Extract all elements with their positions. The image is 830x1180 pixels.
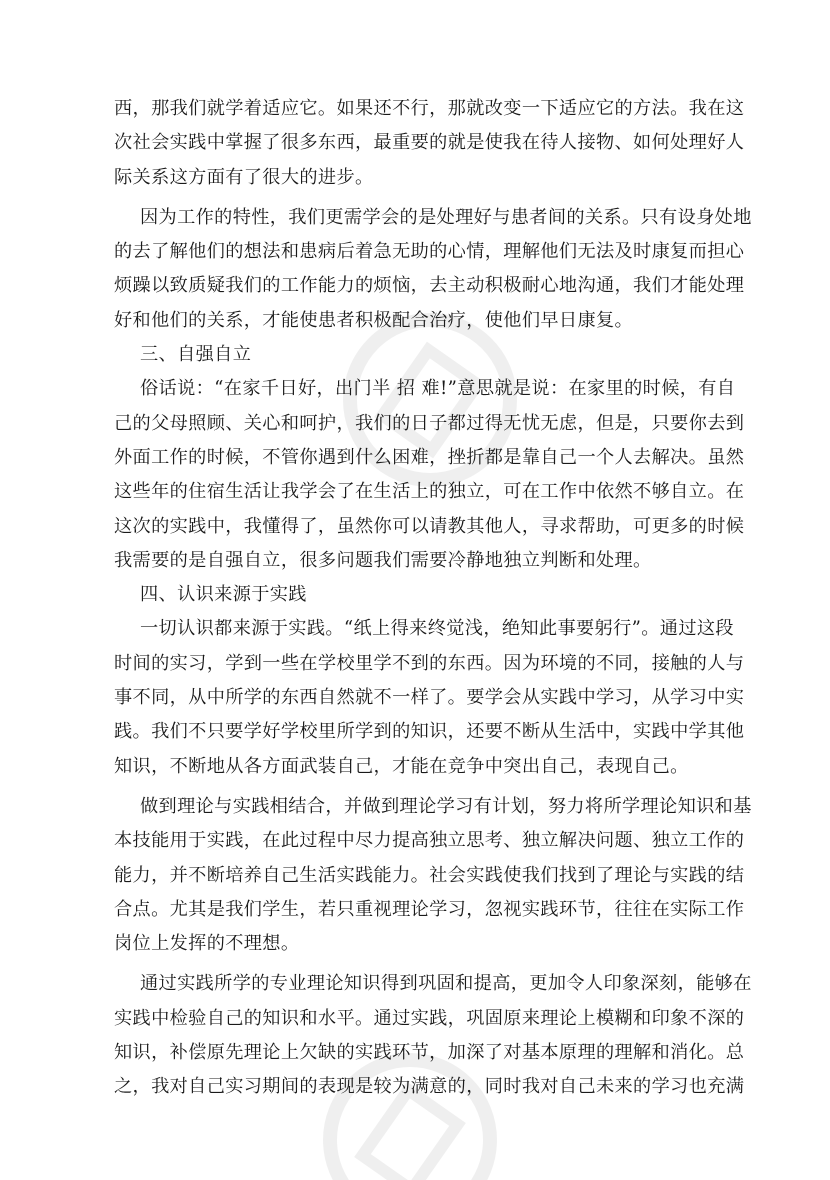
text-line: 岗位上发挥的不理想。: [114, 933, 300, 955]
text-line: 实践中检验自己的知识和水平。通过实践，巩固原来理论上模糊和印象不深的: [114, 1007, 745, 1029]
text-line: 次社会实践中掌握了很多东西，最重要的就是使我在待人接物、如何处理好人: [114, 132, 745, 154]
paragraph-start-line: 俗话说：“在家千日好，出门半 招 难!”意思就是说：在家里的时候，有自: [140, 378, 736, 400]
text-line: 西，那我们就学着适应它。如果还不行，那就改变一下适应它的方法。我在这: [114, 98, 745, 119]
text-line: 知识，补偿原先理论上欠缺的实践环节，加深了对基本原理的理解和消化。总: [114, 1042, 745, 1064]
text-line: 合点。尤其是我们学生，若只重视理论学习，忽视实践环节，往往在实际工作: [114, 898, 745, 920]
text-line: 能力，并不断培养自己生活实践能力。社会实践使我们找到了理论与实践的结: [114, 864, 745, 886]
paragraph-start-line: 一切认识都来源于实践。“纸上得来终觉浅，绝知此事要躬行”。通过这段: [140, 618, 734, 640]
paragraph-start-line: 通过实践所学的专业理论知识得到巩固和提高，更加令人印象深刻，能够在: [140, 973, 752, 995]
text-line: 这些年的住宿生活让我学会了在生活上的独立，可在工作中依然不够自立。在: [114, 481, 745, 503]
text-line: 烦躁以致质疑我们的工作能力的烦恼，去主动积极耐心地沟通，我们才能处理: [114, 275, 745, 297]
section-heading: 三、自强自立: [140, 344, 252, 366]
text-line: 的去了解他们的想法和患病后着急无助的心情，理解他们无法及时康复而担心: [114, 241, 745, 263]
text-line: 时间的实习，学到一些在学校里学不到的东西。因为环境的不同，接触的人与: [114, 652, 745, 674]
text-line: 际关系这方面有了很大的进步。: [114, 166, 374, 188]
text-line: 这次的实践中，我懂得了，虽然你可以请教其他人，寻求帮助，可更多的时候: [114, 515, 745, 537]
text-line: 践。我们不只要学好学校里所学到的知识，还要不断从生活中，实践中学其他: [114, 721, 745, 743]
document-body: [114, 92, 752, 1105]
text-line: 事不同，从中所学的东西自然就不一样了。要学会从实践中学习，从学习中实: [114, 687, 745, 709]
paragraph-start-line: 做到理论与实践相结合，并做到理论学习有计划，努力将所学理论知识和基: [140, 795, 752, 817]
text-line: 外面工作的时候，不管你遇到什么困难，挫折都是靠自己一个人去解决。虽然: [114, 446, 745, 468]
text-line: 己的父母照顾、关心和呵护，我们的日子都过得无忧无虑，但是，只要你去到: [114, 412, 745, 434]
text-line: 我需要的是自强自立，很多问题我们需要冷静地独立判断和处理。: [114, 549, 652, 571]
text-line: 本技能用于实践，在此过程中尽力提高独立思考、独立解决问题、独立工作的: [114, 830, 745, 852]
paragraph-start-line: 因为工作的特性，我们更需学会的是处理好与患者间的关系。只有设身处地: [140, 206, 752, 228]
text-line: 之，我对自己实习期间的表现是较为满意的，同时我对自己未来的学习也充满: [114, 1076, 745, 1098]
section-heading: 四、认识来源于实践: [140, 584, 307, 606]
text-line: 知识，不断地从各方面武装自己，才能在竞争中突出自己，表现自己。: [114, 755, 689, 777]
text-line: 好和他们的关系，才能使患者积极配合治疗，使他们早日康复。: [114, 309, 634, 331]
